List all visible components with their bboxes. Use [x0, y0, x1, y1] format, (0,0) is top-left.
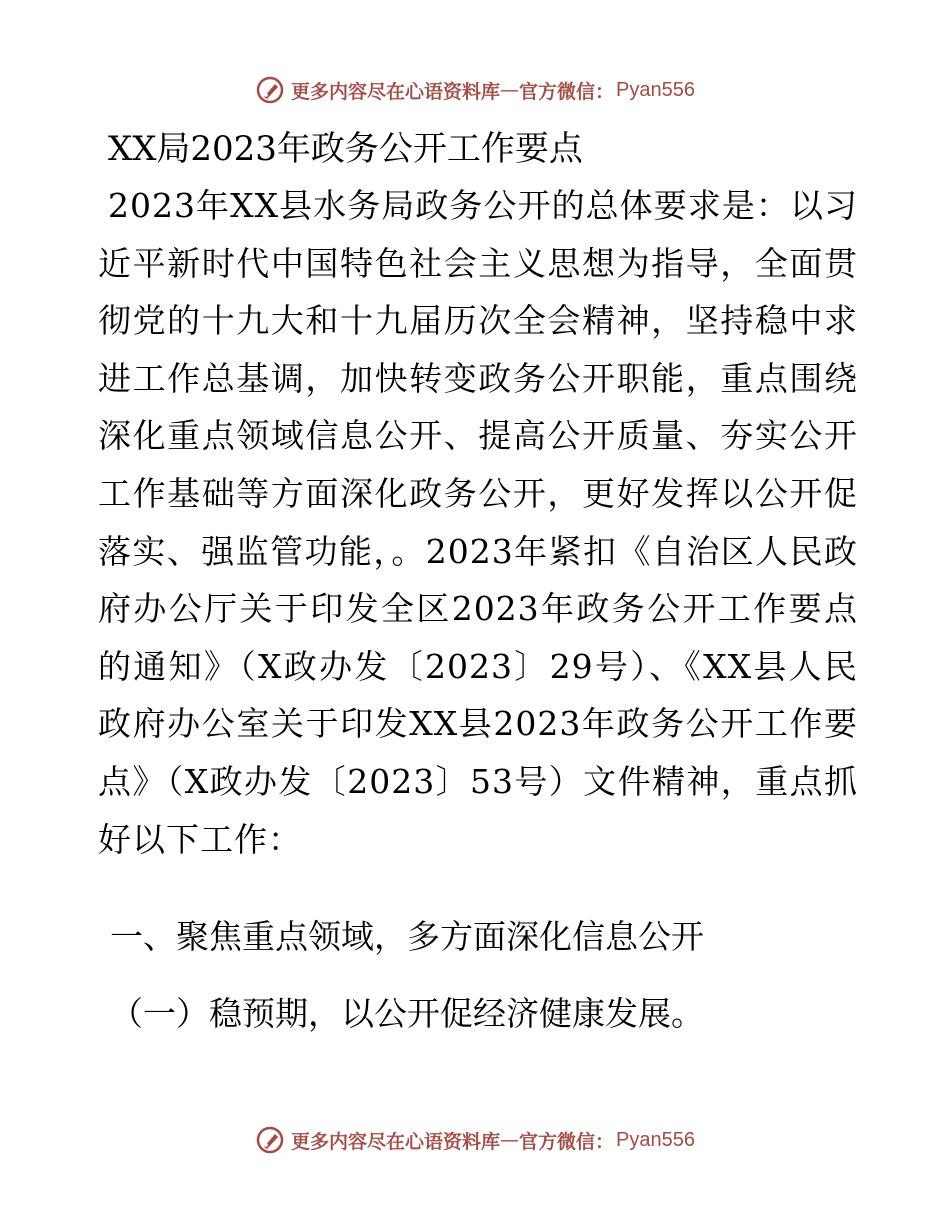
- watermark-wechat-label: 官方微信：: [519, 80, 615, 103]
- pen-nib-logo-icon: [255, 1125, 285, 1155]
- section-heading: 一、聚焦重点领域，多方面深化信息公开: [110, 917, 704, 956]
- watermark-separator: —: [500, 79, 520, 101]
- watermark-site-text: 更多内容尽在心语资料库: [291, 80, 501, 103]
- watermark-banner-top: [0, 70, 950, 110]
- watermark-wechat-id: Pyan556: [616, 78, 695, 101]
- subsection-heading: （一）稳预期，以公开促经济健康发展。: [110, 994, 704, 1033]
- body-paragraph: 2023年XX县水务局政务公开的总体要求是：以习近平新时代中国特色社会主义思想为指导，全面贯彻党的十九大和十九届历次全会精神，坚持稳中求进工作总基调，加快转变政务公开职能，重点围绕深化重点领域信息公开、提高公开质量、夯实公开工作基础等方面深化政务公开，更好发挥以公开促落实、强监管功能，。2023年紧扣《自治区人民政府办公厅关于印发全区2023年政务公开工作要点的通知》（X政办发〔2023〕29号）、《XX县人民政府办公室关于印发XX县2023年政务公开工作要点》（X政办发〔2023〕53号）文件精神，重点抓好以下工作：: [98, 186, 858, 859]
- document-title: XX局2023年政务公开工作要点: [108, 129, 583, 169]
- watermark-site-text: 更多内容尽在心语资料库: [291, 1130, 501, 1153]
- watermark-wechat-id: Pyan556: [616, 1128, 695, 1151]
- watermark-wechat-label: 官方微信：: [519, 1130, 615, 1153]
- watermark-banner-bottom: [0, 1120, 950, 1160]
- watermark-separator: —: [500, 1129, 520, 1151]
- pen-nib-logo-icon: [255, 75, 285, 105]
